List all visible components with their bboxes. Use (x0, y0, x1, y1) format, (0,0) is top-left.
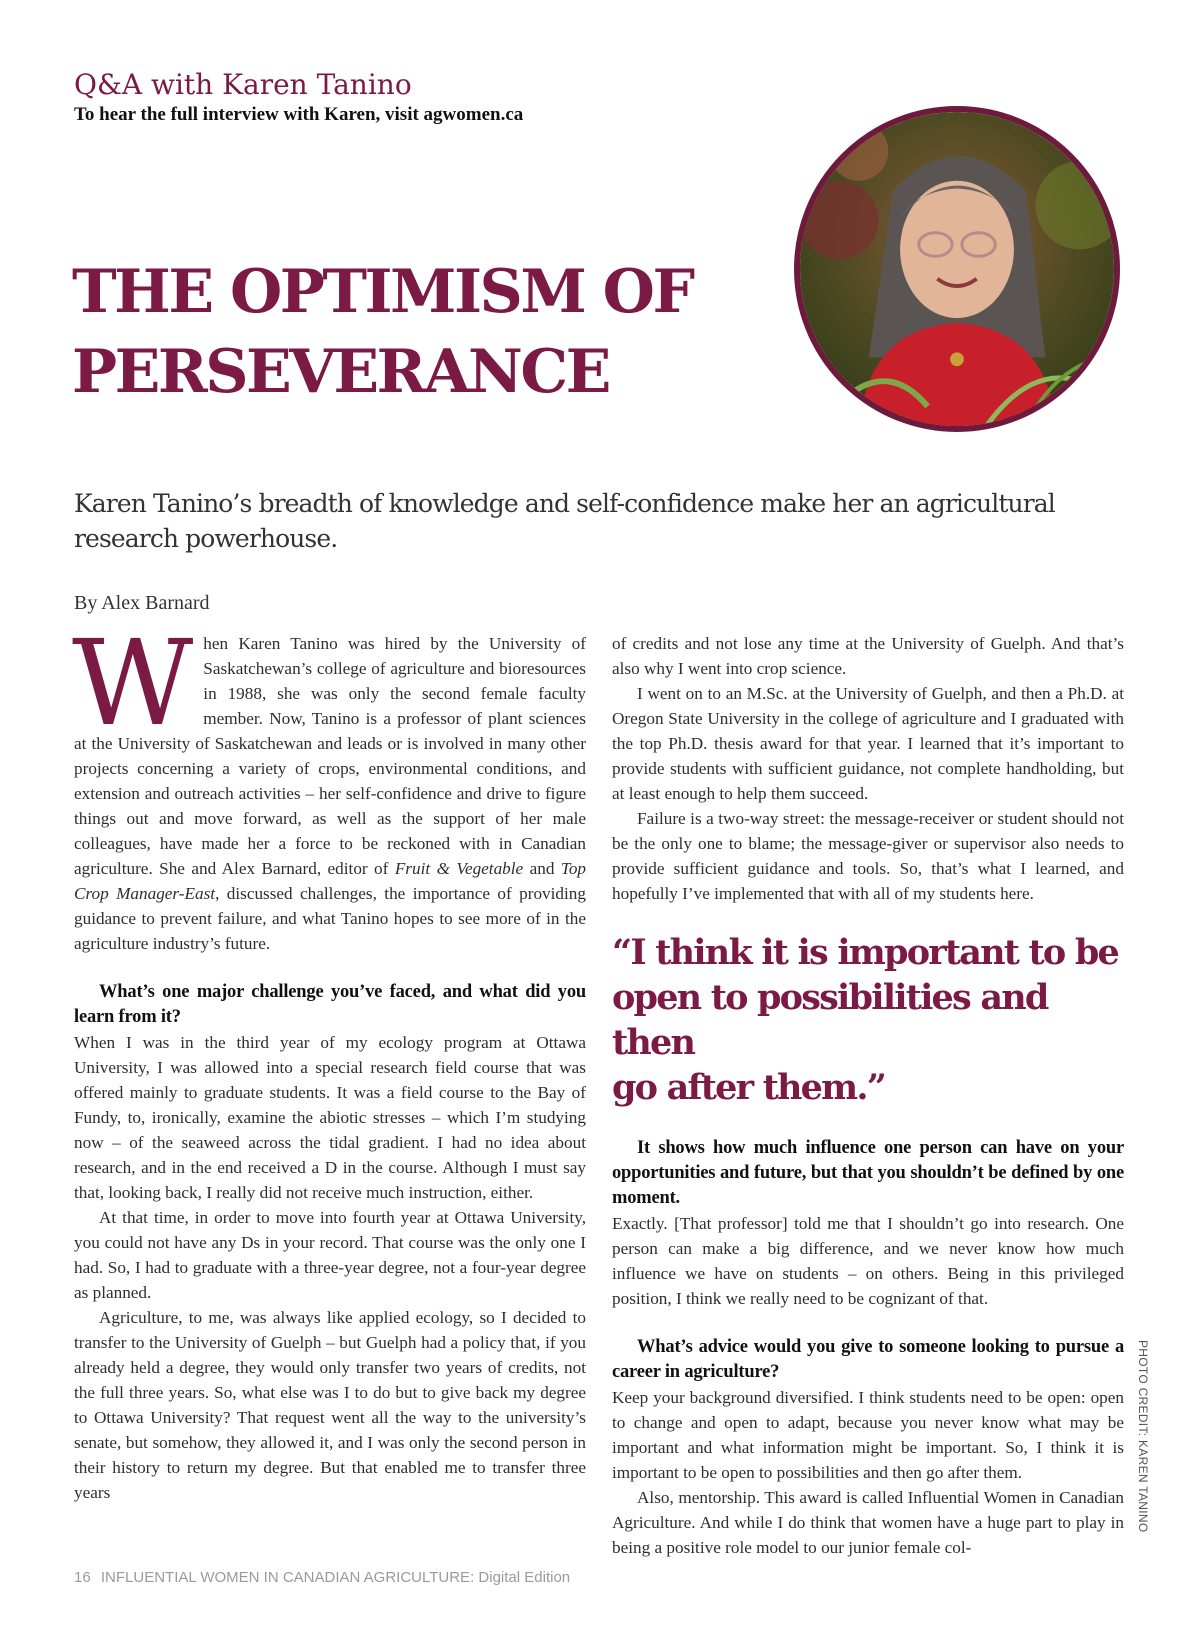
pull-quote-line-1: “I think it is important to be (612, 932, 1118, 973)
byline: By Alex Barnard (74, 592, 210, 614)
intro-text: hen Karen Tanino was hired by the University of Saskatchewan’s college of agriculture and bioresources in 1988, she was only the second female faculty member. Now, Tanino is a professor of plant sciences at the University of Saskatchewan and leads or is involved in many other projects concerning a variety of crops, environmental conditions, and extension and outreach activities – her self-confidence and drive to figure things out and move forward, as well as the support of her male colleagues, have made her a force to be reckoned with in Canadian agriculture. She and Alex Barnard, editor of (74, 634, 586, 878)
answer-3-paragraph-1: Keep your background diversified. I think students need to be open: open to change and open to adapt, because you never know what may be important and what information might be important. So, I think it is important to be open to possibilities and then go after them. (612, 1388, 1124, 1482)
question-2: It shows how much influence one person can have on your opportunities and future, but that you shouldn’t be defined by one moment. (612, 1138, 1124, 1208)
publication-name-2: Top Crop Manager-East (74, 859, 587, 903)
headline-line-1: THE OPTIMISM OF (72, 257, 693, 327)
answer-1-paragraph-3: Agriculture, to me, was always like applied ecology, so I decided to transfer to the University of Guelph – but Guelph had a policy that, if you already held a degree, they would only transfer two years of credits, not the full three years. So, what else was I to do but to give back my degree to Ottawa University? That request went all the way to the university’s senate, but somehow, they allowed it, and I was only the second person in their history to return my degree. But that enabled me to transfer three years (74, 1308, 586, 1502)
continued-paragraph: of credits and not lose any time at the University of Guelph. And that’s also why I went into crop science. (612, 634, 1124, 678)
dek-line-2: research powerhouse. (74, 524, 338, 553)
article-dek (74, 486, 1134, 556)
pull-quote-line-3: go after them.” (612, 1067, 886, 1108)
page-footer (74, 1569, 576, 1586)
pull-quote-line-2: open to possibilities and then (612, 977, 1048, 1063)
publication-title: INFLUENTIAL WOMEN IN CANADIAN AGRICULTURE (100, 1569, 471, 1586)
left-column (72, 614, 587, 1505)
interview-link-line: To hear the full interview with Karen, visit agwomen.ca (74, 104, 524, 125)
section-kicker: Q&A with Karen Tanino (74, 68, 412, 101)
headline-line-2: PERSEVERANCE (72, 337, 609, 407)
intro-paragraph (72, 614, 587, 956)
intro-and: and (523, 859, 561, 878)
question-1: What’s one major challenge you’ve faced, and what did you learn from it? (74, 982, 586, 1027)
answer-1-paragraph-1: When I was in the third year of my ecology program at Ottawa University, I was allowed into a special research field course that was offered mainly to graduate students. It was a field course to the Bay of Fundy, to, ironically, examine the abiotic stresses – which I’m studying now – of the seaweed across the tidal gradient. I had no idea about research, and in the end received a D in the course. Although I must say that, looking back, I really did not receive much instruction, either. (74, 1033, 586, 1202)
answer-2: Exactly. [That professor] told me that I shouldn’t go into research. One person can make a big difference, and we never know how much influence we have on students – on others. Being in this privileged position, I think we really need to be cognizant of that. (612, 1214, 1124, 1308)
question-3: What’s advice would you give to someone looking to pursue a career in agriculture? (612, 1337, 1124, 1382)
portrait-photo (794, 106, 1120, 432)
intro-end: , discussed challenges, the importance of providing guidance to prevent failure, and what Tanino hopes to see more of in the agriculture industry’s future. (74, 884, 586, 953)
right-column (612, 631, 1124, 1560)
answer-3-paragraph-2: Also, mentorship. This award is called Influential Women in Canadian Agriculture. And while I do think that women have a huge part to play in being a positive role model to our junior female col- (612, 1488, 1124, 1557)
portrait-illustration (800, 112, 1114, 426)
page-number: 16 (74, 1569, 91, 1586)
answer-1-paragraph-2: At that time, in order to move into fourth year at Ottawa University, you could not have any Ds in your record. That course was the only one I had. So, I had to graduate with a three-year degree, not a four-year degree as planned. (74, 1208, 586, 1302)
pull-quote (612, 930, 1124, 1110)
body-paragraph-3: Failure is a two-way street: the message-receiver or student should not be the only one to blame; the message-giver or supervisor also needs to provide sufficient guidance and tools. So, that’s what I learned, and hopefully I’ve implemented that with all of my students here. (612, 809, 1124, 903)
edition-label: : Digital Edition (470, 1569, 571, 1586)
photo-credit: PHOTO CREDIT: KAREN TANINO (1136, 1340, 1150, 1533)
publication-name-1: Fruit & Vegetable (394, 859, 524, 878)
drop-cap: W (72, 614, 194, 752)
body-paragraph-2: I went on to an M.Sc. at the University of Guelph, and then a Ph.D. at Oregon State University in the college of agriculture and I graduated with the top Ph.D. thesis award for that year. I learned that it’s important to provide students with sufficient guidance, not complete handholding, but at least enough to help them succeed. (612, 684, 1124, 803)
dek-line-1: Karen Tanino’s breadth of knowledge and self-confidence make her an agricultural (74, 489, 1055, 518)
article-headline (72, 252, 772, 412)
